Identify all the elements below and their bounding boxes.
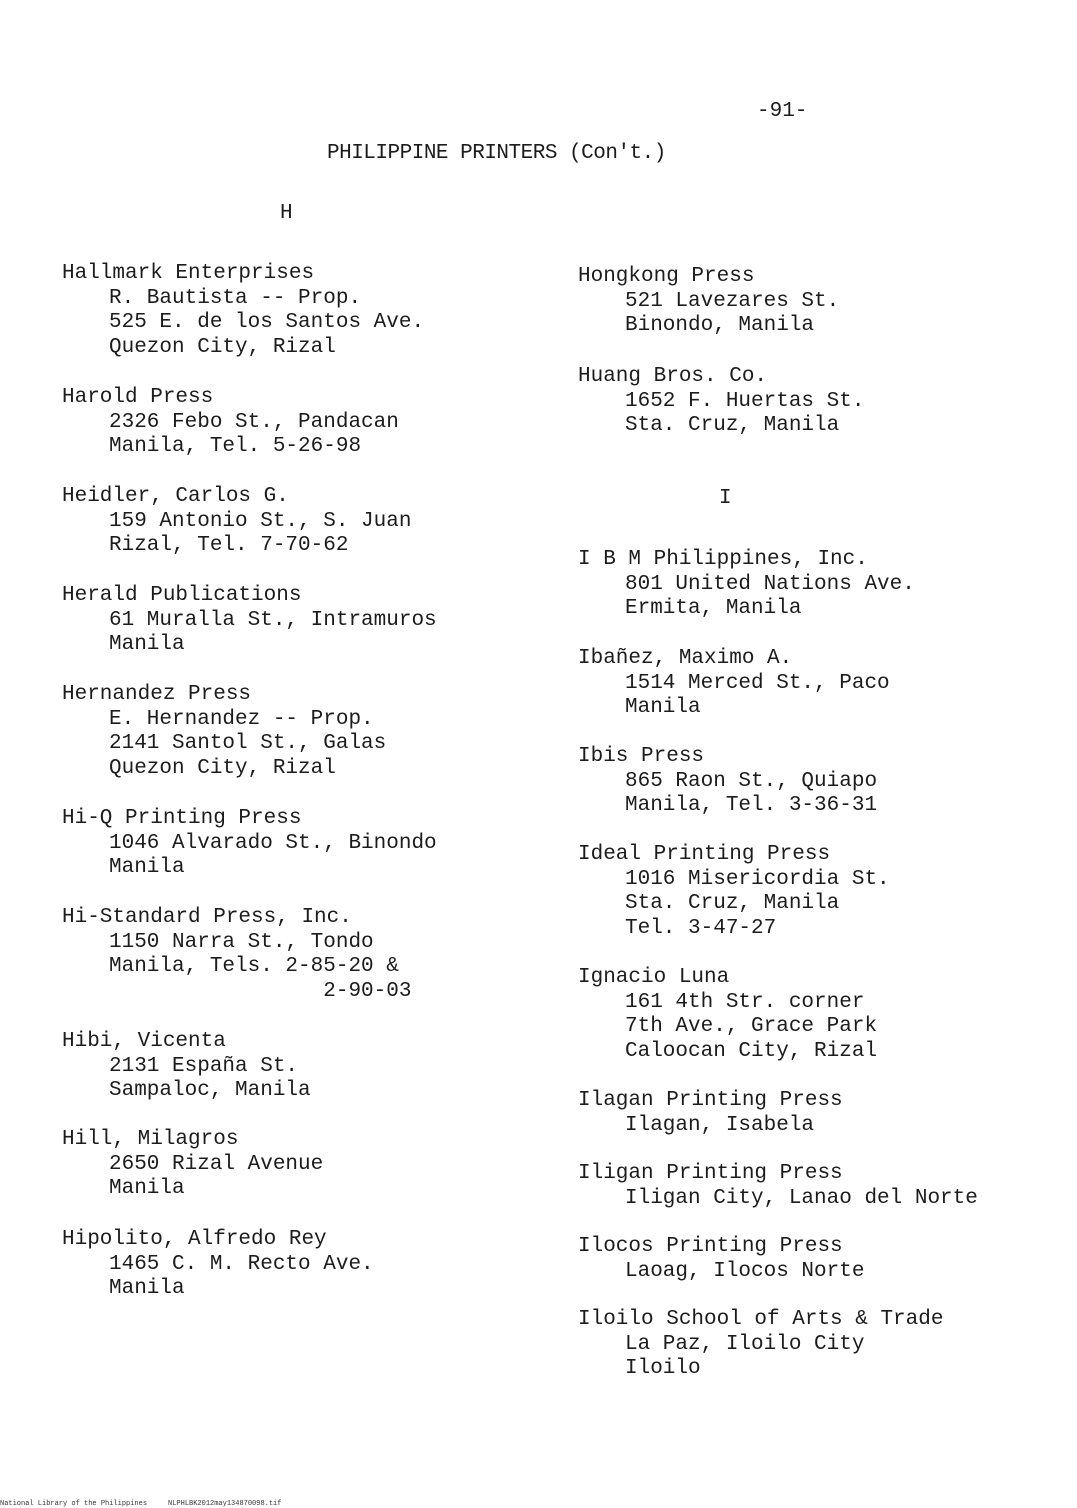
entry-detail-line: Manila xyxy=(109,1277,185,1301)
entry-detail-line: Tel. 3-47-27 xyxy=(625,917,777,941)
entry-name: Iloilo School of Arts & Trade xyxy=(578,1308,944,1331)
directory-entry xyxy=(578,647,890,721)
entry-detail-line: 2131 España St. xyxy=(109,1054,299,1078)
page-number: -91- xyxy=(757,100,808,123)
entry-detail-line: 2326 Febo St., Pandacan xyxy=(109,410,399,434)
directory-entry xyxy=(578,365,864,439)
entry-detail-line: 61 Muralla St., Intramuros xyxy=(109,608,437,632)
entry-name: Ilocos Printing Press xyxy=(578,1235,843,1258)
directory-entry xyxy=(62,1228,374,1302)
entry-name: Harold Press xyxy=(62,386,214,409)
entry-name: Heidler, Carlos G. xyxy=(62,485,289,508)
directory-entry xyxy=(62,584,437,658)
entry-name: Hipolito, Alfredo Rey xyxy=(62,1228,327,1251)
entry-detail-line: Caloocan City, Rizal xyxy=(625,1040,878,1064)
entry-detail-line: Rizal, Tel. 7-70-62 xyxy=(109,534,349,558)
entry-name: Iligan Printing Press xyxy=(578,1162,843,1185)
entry-detail-line: 1046 Alvarado St., Binondo xyxy=(109,831,437,855)
entry-detail-line: 2650 Rizal Avenue xyxy=(109,1152,324,1176)
entry-detail-line: 1514 Merced St., Paco xyxy=(625,671,890,695)
entry-detail-line: Binondo, Manila xyxy=(625,314,815,338)
directory-entry xyxy=(62,485,411,559)
directory-entry xyxy=(62,262,424,361)
entry-detail-line: Quezon City, Rizal xyxy=(109,336,336,360)
entry-detail-line: 525 E. de los Santos Ave. xyxy=(109,311,425,335)
entry-detail-line: 865 Raon St., Quiapo xyxy=(625,769,878,793)
entry-detail-line: Ermita, Manila xyxy=(625,597,802,621)
section-letter-i: I xyxy=(719,487,732,510)
entry-detail-line: E. Hernandez -- Prop. xyxy=(109,707,374,731)
entry-detail-line: 159 Antonio St., S. Juan xyxy=(109,509,412,533)
entry-name: Ignacio Luna xyxy=(578,966,730,989)
directory-entry xyxy=(578,1235,864,1284)
directory-entry xyxy=(578,265,839,339)
entry-name: Hallmark Enterprises xyxy=(62,262,315,285)
directory-entry xyxy=(62,683,386,782)
entry-detail-line: 161 4th Str. corner xyxy=(625,990,865,1014)
directory-entry xyxy=(578,745,877,819)
entry-detail-line: 2141 Santol St., Galas xyxy=(109,732,387,756)
entry-name: Hernandez Press xyxy=(62,683,252,706)
entry-detail-line: Manila, Tel. 5-26-98 xyxy=(109,435,362,459)
entry-detail-line: Manila, Tels. 2-85-20 & xyxy=(109,955,399,979)
entry-detail-line: Manila xyxy=(109,633,185,657)
footer-caption: National Library of the Philippines NLPHLBK2012may134870098.tif xyxy=(0,1500,282,1508)
entry-name: Ibis Press xyxy=(578,745,705,768)
entry-detail-line: 801 United Nations Ave. xyxy=(625,572,915,596)
page-title: PHILIPPINE PRINTERS (Con't.) xyxy=(327,142,666,165)
entry-detail-line: Sta. Cruz, Manila xyxy=(625,892,840,916)
entry-detail-line: 1150 Narra St., Tondo xyxy=(109,930,374,954)
directory-entry xyxy=(62,386,399,460)
entry-name: Hill, Milagros xyxy=(62,1128,239,1151)
entry-detail-line: 521 Lavezares St. xyxy=(625,289,840,313)
directory-entry xyxy=(578,548,915,622)
entry-detail-line: 2-90-03 xyxy=(109,980,412,1004)
entry-detail-line: Manila xyxy=(109,1177,185,1201)
entry-detail-line: Sampaloc, Manila xyxy=(109,1079,311,1103)
entry-detail-line: Iligan City, Lanao del Norte xyxy=(625,1186,978,1210)
entry-name: Hi-Q Printing Press xyxy=(62,807,302,830)
entry-detail-line: R. Bautista -- Prop. xyxy=(109,286,362,310)
entry-name: Herald Publications xyxy=(62,584,302,607)
entry-detail-line: La Paz, Iloilo City xyxy=(625,1332,865,1356)
entry-name: Hibi, Vicenta xyxy=(62,1030,226,1053)
directory-entry xyxy=(578,966,877,1065)
entry-detail-line: 1016 Misericordia St. xyxy=(625,867,890,891)
directory-entry xyxy=(62,906,411,1005)
directory-entry xyxy=(62,1128,323,1202)
directory-entry xyxy=(578,1308,943,1382)
entry-name: Hi-Standard Press, Inc. xyxy=(62,906,352,929)
entry-detail-line: 7th Ave., Grace Park xyxy=(625,1015,878,1039)
entry-detail-line: Manila, Tel. 3-36-31 xyxy=(625,794,878,818)
entry-detail-line: Laoag, Ilocos Norte xyxy=(625,1259,865,1283)
entry-detail-line: Quezon City, Rizal xyxy=(109,757,336,781)
entry-detail-line: 1652 F. Huertas St. xyxy=(625,389,865,413)
entry-detail-line: Ilagan, Isabela xyxy=(625,1113,815,1137)
directory-entry xyxy=(62,1030,311,1104)
section-letter-h: H xyxy=(280,202,293,225)
entry-name: Ilagan Printing Press xyxy=(578,1089,843,1112)
entry-detail-line: Manila xyxy=(109,856,185,880)
entry-name: I B M Philippines, Inc. xyxy=(578,548,868,571)
entry-detail-line: 1465 C. M. Recto Ave. xyxy=(109,1252,374,1276)
entry-name: Hongkong Press xyxy=(578,265,755,288)
entry-detail-line: Sta. Cruz, Manila xyxy=(625,414,840,438)
entry-name: Ideal Printing Press xyxy=(578,843,831,866)
entry-detail-line: Manila xyxy=(625,696,701,720)
directory-entry xyxy=(578,843,890,942)
entry-name: Huang Bros. Co. xyxy=(578,365,768,388)
directory-entry xyxy=(578,1162,978,1211)
directory-entry xyxy=(578,1089,843,1138)
entry-detail-line: Iloilo xyxy=(625,1357,701,1381)
entry-name: Ibañez, Maximo A. xyxy=(578,647,793,670)
directory-entry xyxy=(62,807,437,881)
